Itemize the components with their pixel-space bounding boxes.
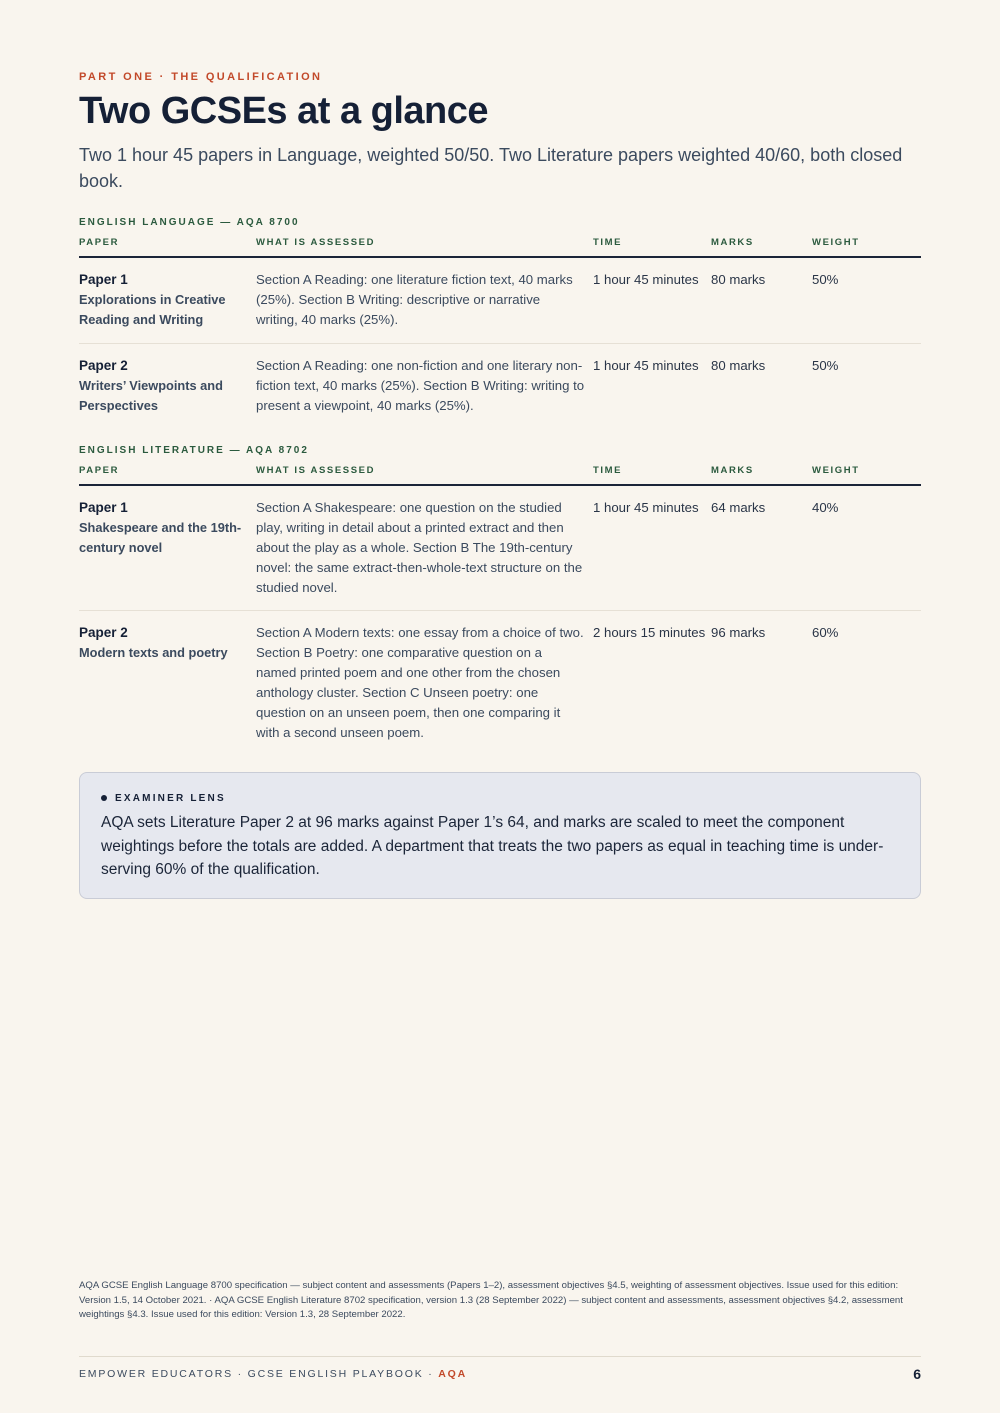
paper-cell: [79, 270, 256, 343]
col-paper: PAPER: [79, 237, 120, 248]
time-cell: 1 hour 45 minutes: [593, 272, 699, 287]
table-row: [79, 258, 921, 344]
footer-credit: [79, 1368, 467, 1380]
language-label: ENGLISH LANGUAGE — AQA 8700: [79, 217, 300, 228]
page-title: Two GCSEs at a glance: [79, 90, 489, 132]
weight-cell: 50%: [812, 358, 839, 373]
col-marks: MARKS: [711, 237, 754, 248]
literature-label: ENGLISH LITERATURE — AQA 8702: [79, 445, 309, 456]
footer: [79, 1366, 921, 1382]
lens-heading: [101, 791, 899, 805]
footer-text: EMPOWER EDUCATORS · GCSE ENGLISH PLAYBOOK ·: [79, 1368, 439, 1380]
weight-cell: 60%: [812, 625, 839, 640]
paper-name: Paper 1: [79, 500, 128, 515]
assessed-cell: Section A Reading: one non-fiction and one literary non-fiction text, 40 marks (25%). Section B Writing: writing to present a viewpoint, 40 marks (25%).: [256, 358, 585, 413]
lens-label: EXAMINER LENS: [115, 792, 226, 804]
col-paper: PAPER: [79, 465, 120, 476]
time-cell: 2 hours 15 minutes: [593, 625, 706, 640]
marks-cell: 96 marks: [711, 625, 766, 640]
footer-accent: AQA: [438, 1368, 467, 1380]
paper-cell: [79, 356, 256, 430]
table-row: [79, 611, 921, 751]
time-cell: 1 hour 45 minutes: [593, 358, 699, 373]
paper-name: Paper 2: [79, 625, 128, 640]
marks-cell: 80 marks: [711, 272, 766, 287]
table-row: [79, 486, 921, 611]
marks-cell: 80 marks: [711, 358, 766, 373]
assessed-cell: Section A Shakespeare: one question on the studied play, writing in detail about a printed extract and then about the play as a whole. Section B The 19th-century novel: the same extract-then-whole-text structure on the studied novel.: [256, 500, 583, 595]
footnote: AQA GCSE English Language 8700 specification — subject content and assessments (Papers 1–2), assessment objectives §4.5, weighting of assessment objectives. Issue used for this edition: Version 1.5, 14 October 2021. · AQA GCSE English Literature 8702 specification, version 1.3 (28 September 2022) — subject content and assessments, assessment objectives §4.2, assessment weightings §4.3. Issue used for this edition: Version 1.3, 28 September 2022.: [79, 1280, 903, 1320]
lede: Two 1 hour 45 papers in Language, weighted 50/50. Two Literature papers weighted 40/60, both closed book.: [79, 145, 903, 191]
time-cell: 1 hour 45 minutes: [593, 500, 699, 515]
lens-text: AQA sets Literature Paper 2 at 96 marks against Paper 1’s 64, and marks are scaled to meet the component weightings before the totals are added. A department that treats the two papers as equal in teaching time is under-serving 60% of the qualification.: [101, 814, 884, 878]
col-time: TIME: [593, 465, 623, 476]
assessed-cell: Section A Reading: one literature fiction text, 40 marks (25%). Section B Writing: descriptive or narrative writing, 40 marks (25%).: [256, 272, 573, 327]
examiner-lens-callout: [79, 772, 921, 899]
col-marks: MARKS: [711, 465, 754, 476]
eyebrow: PART ONE · THE QUALIFICATION: [79, 71, 323, 83]
paper-cell: [79, 498, 256, 610]
table-row: [79, 344, 921, 430]
paper-title: Shakespeare and the 19th-century novel: [79, 520, 242, 555]
weight-cell: 50%: [812, 272, 839, 287]
weight-cell: 40%: [812, 500, 839, 515]
paper-title: Modern texts and poetry: [79, 645, 228, 660]
footer-divider: [79, 1356, 921, 1357]
paper-title: Writers’ Viewpoints and Perspectives: [79, 378, 223, 413]
col-weight: WEIGHT: [812, 465, 860, 476]
paper-cell: [79, 623, 256, 751]
language-section: [79, 216, 921, 430]
col-weight: WEIGHT: [812, 237, 860, 248]
literature-header-row: [79, 464, 921, 486]
page-number: 6: [913, 1366, 921, 1382]
bullet-dot-icon: [101, 795, 107, 801]
language-header-row: [79, 236, 921, 258]
literature-section: [79, 444, 921, 751]
col-assessed: WHAT IS ASSESSED: [256, 237, 376, 248]
paper-title: Explorations in Creative Reading and Writing: [79, 292, 226, 327]
assessed-cell: Section A Modern texts: one essay from a choice of two. Section B Poetry: one comparative question on a named printed poem and one other from the chosen anthology cluster. Section C Unseen poetry: one question on an unseen poem, then one comparing it with a second unseen poem.: [256, 625, 584, 740]
marks-cell: 64 marks: [711, 500, 766, 515]
col-assessed: WHAT IS ASSESSED: [256, 465, 376, 476]
col-time: TIME: [593, 237, 623, 248]
paper-name: Paper 1: [79, 272, 128, 287]
paper-name: Paper 2: [79, 358, 128, 373]
